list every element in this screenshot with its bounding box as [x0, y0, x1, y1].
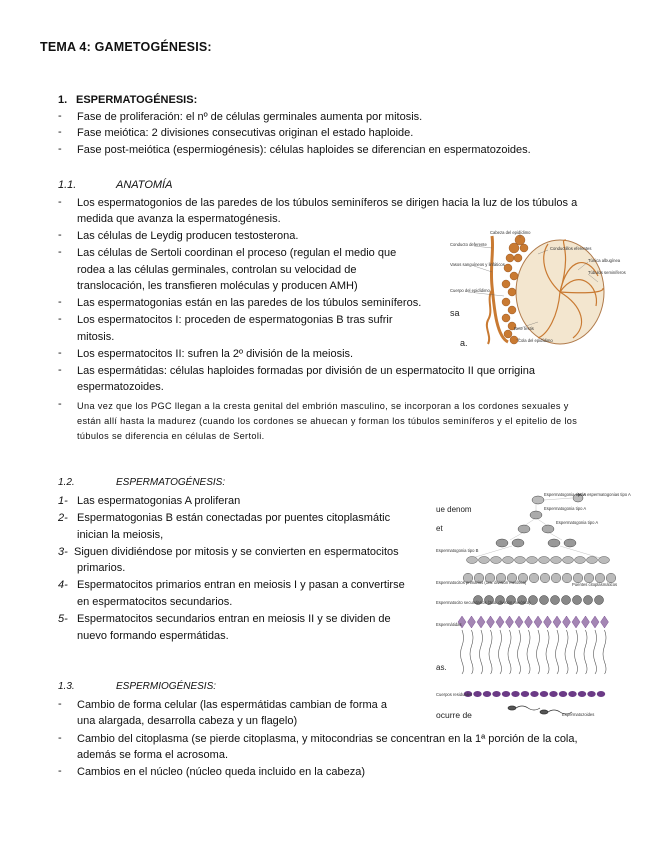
process-step: nuevo formando espermátidas.	[77, 630, 229, 642]
bullet-dash: -	[58, 246, 62, 258]
residual-body	[549, 691, 557, 697]
spermiogenesis-line: además se forma el acrosoma.	[77, 749, 229, 761]
label-espermatidas: Espermátidas	[436, 622, 462, 627]
label-fragment-ocurre: ocurre de	[436, 710, 472, 720]
primary-spermatocyte-cell	[529, 573, 539, 583]
anatomy-line: Los espermatocitos I: proceden de espermatogonias B tras sufrir	[77, 314, 393, 326]
vas-deferens	[491, 236, 508, 342]
type-b-cell	[503, 557, 514, 564]
process-step: inician la meiosis,	[77, 529, 164, 541]
type-b-cell	[563, 557, 574, 564]
type-b-cell	[587, 557, 598, 564]
vas-deferens-coil	[487, 290, 492, 344]
sperm-tail	[461, 630, 464, 674]
anatomy-line: rodea a las células germinales, controlan su velocidad de	[77, 264, 357, 276]
spermatid-cell	[468, 616, 476, 628]
anatomy-line: medida que avanza la espermatogénesis.	[77, 213, 281, 225]
anatomy-line: Las espermátidas: células haploides formadas por división de un espermatocito II que orrigina	[77, 365, 535, 377]
primary-spermatocyte-cell	[562, 573, 572, 583]
label-fragment-a: a.	[460, 338, 468, 348]
list-number: 4-	[58, 579, 68, 591]
type-b-cell	[515, 557, 526, 564]
bullet-dash: -	[58, 765, 62, 777]
section-1-heading	[58, 94, 197, 106]
residual-body	[530, 691, 538, 697]
bullet-dash: -	[58, 698, 62, 710]
secondary-spermatocyte-cell	[551, 596, 560, 605]
spermatid-cell	[534, 616, 542, 628]
spermatid-cell	[601, 616, 609, 628]
spermatid-cell	[477, 616, 485, 628]
sperm-tail	[603, 630, 606, 674]
label-secundarios: Espermatocito secundarios (2da. división meiótica)	[436, 600, 531, 605]
spermatid-cell	[544, 616, 552, 628]
label-puentes: Puentes citoplasmáticos	[572, 582, 618, 587]
secondary-spermatocyte-cell	[540, 596, 549, 605]
bullet-dash: -	[58, 364, 62, 376]
sperm-tail	[499, 630, 502, 674]
process-step: Las espermatogonias A proliferan	[77, 495, 241, 507]
bullet-dash: -	[58, 196, 62, 208]
bullet-dash: -	[58, 347, 62, 359]
page-title: TEMA 4: GAMETOGÉNESIS:	[40, 40, 212, 54]
spermatid-row	[458, 616, 609, 628]
spermatid-cell	[496, 616, 504, 628]
label-tipoA2: Espermatogonia tipo A	[544, 506, 587, 511]
secondary-spermatocyte-cell	[573, 596, 582, 605]
secondary-spermatocyte-cell	[595, 596, 604, 605]
residual-body	[559, 691, 567, 697]
spermatid-cell	[591, 616, 599, 628]
section-1-bullet: Fase meiótica: 2 divisiones consecutivas originan el estado haploide.	[77, 127, 414, 139]
primary-spermatocyte-cell	[540, 573, 550, 583]
spermatid-cell	[582, 616, 590, 628]
label-tipoA1: Espermatogonia tipo A	[544, 492, 587, 497]
sperm-tail	[508, 630, 511, 674]
residual-body	[483, 691, 491, 697]
subsection-1-1-title: ANATOMÍA	[116, 179, 173, 191]
sperm-tail	[575, 630, 578, 674]
sperm-tail	[480, 630, 483, 674]
type-b-cell	[467, 557, 478, 564]
anatomy-line: Las células de Sertoli coordinan el proceso (regulan el medio que	[77, 247, 397, 259]
residual-body	[521, 691, 529, 697]
label-fragment-sa: sa	[450, 308, 460, 318]
label-tipoB: Espermatogonia tipo B	[436, 548, 479, 553]
label-vasos: Vasos sanguíneos y linfáticos	[450, 262, 505, 267]
type-b-cell	[539, 557, 550, 564]
process-step: Espermatogonias B están conectadas por puentes citoplasmátic	[77, 512, 391, 524]
process-step: Siguen dividiéndose por mitosis y se convierten en espermatocitos	[74, 546, 399, 558]
label-fragment-denom: ue denom	[436, 505, 472, 514]
sperm-tail	[584, 630, 587, 674]
type-b-cell	[575, 557, 586, 564]
type-b-cell	[551, 557, 562, 564]
spermatid-cell	[572, 616, 580, 628]
type-b-cell	[527, 557, 538, 564]
sperm-tail	[470, 630, 473, 674]
label-mas: Más espermatogonias tipo A	[578, 492, 631, 497]
residual-body	[540, 691, 548, 697]
label-tipoA3: Espermatogonia tipo A	[556, 520, 599, 525]
residual-body	[587, 691, 595, 697]
subsection-1-2-title: ESPERMATOGÉNESIS:	[116, 477, 226, 488]
secondary-spermatocyte-cell	[584, 596, 593, 605]
spermatid-cell	[506, 616, 514, 628]
spermatid-cell	[563, 616, 571, 628]
spermatid-cell	[525, 616, 533, 628]
anatomy-line: Las espermatogonias están en las paredes de los túbulos seminíferos.	[77, 297, 422, 309]
subsection-1-1-heading	[58, 179, 172, 191]
process-step: Espermatocitos secundarios entran en meiosis II y se dividen de	[77, 613, 391, 625]
subsection-1-3-number: 1.3.	[58, 681, 75, 692]
label-residuales: Cuerpos residuales	[436, 692, 473, 697]
bullet-dash: -	[58, 126, 62, 138]
anatomy-line: translocación, les transfieren moléculas y producen AMH)	[77, 280, 358, 292]
bullet-dash: -	[58, 110, 62, 122]
residual-body	[568, 691, 576, 697]
type-b-cell	[479, 557, 490, 564]
label-cabeza: Cabeza del epidídimo	[490, 230, 531, 235]
section-1-bullet: Fase post-meiótica (espermiogénesis): células haploides se diferencian en espermatozoides.	[77, 144, 531, 156]
sperm-tail	[527, 630, 530, 674]
sperm-tail	[556, 630, 559, 674]
testis-anatomy-figure	[448, 226, 626, 350]
label-rete: Rete testis	[514, 326, 534, 331]
section-1-number: 1.	[58, 94, 68, 106]
spermatid-cell	[515, 616, 523, 628]
subsection-1-2-number: 1.2.	[58, 477, 75, 488]
anatomy-line: mitosis.	[77, 331, 115, 343]
anatomy-line: Las células de Leydig producen testosterona.	[77, 230, 299, 242]
label-cuerpo: Cuerpo del epidídimo	[450, 288, 490, 293]
list-number: 1-	[58, 495, 68, 507]
sperm-tail	[489, 630, 492, 674]
residual-body	[502, 691, 510, 697]
anatomy-note-line: están allí hasta la madurez (cuando los cordones se ahuecan y forman los túbulos seminíferos y el epitelio de los	[77, 416, 578, 426]
bullet-dash: -	[58, 296, 62, 308]
process-step: en espermatocitos secundarios.	[77, 596, 233, 608]
bullet-dash: -	[58, 732, 62, 744]
label-conductillos: Conductillos eferentes	[550, 246, 592, 251]
spermatid-cell	[553, 616, 561, 628]
subsection-1-3-heading	[58, 681, 216, 692]
anatomy-note-line: túbulos se diferencia en células de Sertoli.	[77, 431, 265, 441]
sperm-tail	[594, 630, 597, 674]
spermatogenesis-figure	[432, 490, 631, 720]
label-primarios: Espermatocitos primarios (1ra. división meiótica)	[436, 580, 527, 585]
process-step: primarios.	[77, 562, 126, 574]
bullet-dash: -	[58, 398, 62, 410]
list-number: 5-	[58, 613, 68, 625]
label-conducto: Conducto deferente	[450, 242, 487, 247]
sperm-tail	[537, 630, 540, 674]
anatomy-line: Los espermatocitos II: sufren la 2º división de la meiosis.	[77, 348, 354, 360]
process-step: Espermatocitos primarios entran en meiosis I y pasan a convertirse	[77, 579, 405, 591]
section-1-bullet: Fase de proliferación: el nº de células germinales aumenta por mitosis.	[77, 111, 423, 123]
label-tubulos: Túbulos seminíferos	[588, 270, 626, 275]
label-cola: Cola del epidídimo	[518, 338, 553, 343]
label-fragment-et: et	[436, 524, 443, 533]
label-espermatozoides: Espermatozoides	[562, 712, 595, 717]
sperm-tails-row	[461, 630, 607, 674]
residual-body	[492, 691, 500, 697]
spermiogenesis-line: una alargada, desarrolla cabeza y un flagelo)	[77, 715, 298, 727]
type-b-row	[467, 557, 610, 564]
anatomy-line: Los espermatogonios de las paredes de los túbulos seminíferos se dirigen hacia la luz de los túbulos a	[77, 197, 578, 209]
residual-bodies-row	[464, 691, 605, 697]
primary-spermatocyte-cell	[551, 573, 561, 583]
bullet-dash: -	[58, 143, 62, 155]
list-number: 3-	[58, 546, 68, 558]
subsection-1-2-heading	[58, 477, 225, 488]
spermiogenesis-line: Cambio de forma celular (las espermátidas cambian de forma a	[77, 699, 387, 711]
list-number: 2-	[58, 512, 68, 524]
spermatid-cell	[487, 616, 495, 628]
spermiogenesis-line: Cambio del citoplasma (se pierde citoplasma, y mitocondrias se concentran en la 1ª porción de la cola,	[77, 733, 578, 745]
residual-body	[578, 691, 586, 697]
subsection-1-3-title: ESPERMIOGÉNESIS:	[116, 681, 217, 692]
residual-body	[473, 691, 481, 697]
anatomy-line: espermatozoides.	[77, 381, 164, 393]
label-fragment-as: as.	[436, 663, 447, 672]
spermiogenesis-line: Cambios en el núcleo (núcleo queda incluido en la cabeza)	[77, 766, 366, 778]
sperm-tail	[518, 630, 521, 674]
section-1-title: ESPERMATOGÉNESIS:	[76, 94, 198, 106]
sperm-tail	[565, 630, 568, 674]
type-b-cell	[599, 557, 610, 564]
label-tunica: Túnica albugínea	[588, 258, 621, 263]
anatomy-note-line: Una vez que los PGC llegan a la cresta genital del embrión masculino, se incorporan a los cordones sexuales y	[77, 401, 569, 411]
subsection-1-1-number: 1.1.	[58, 179, 77, 191]
type-b-cell	[491, 557, 502, 564]
residual-body	[597, 691, 605, 697]
secondary-spermatocyte-cell	[562, 596, 571, 605]
residual-body	[511, 691, 519, 697]
bullet-dash: -	[58, 229, 62, 241]
sperm-tail	[546, 630, 549, 674]
bullet-dash: -	[58, 313, 62, 325]
